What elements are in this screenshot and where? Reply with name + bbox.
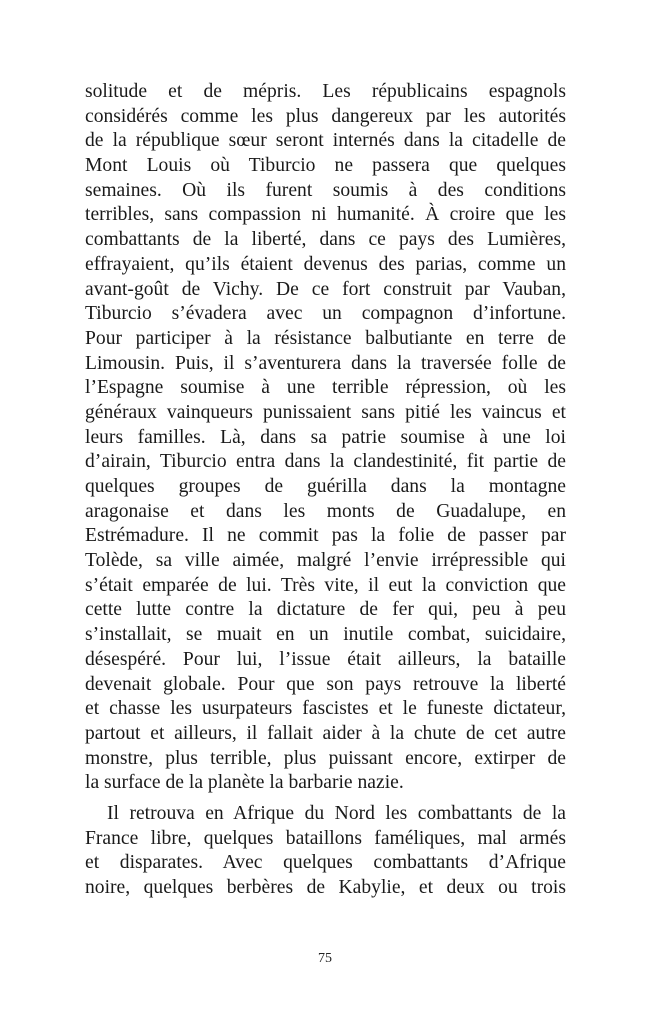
text-line: d’airain, Tiburcio entra dans la clandestinité, fit partie de	[85, 451, 566, 473]
text-line: la surface de la planète la barbarie nazie.	[85, 772, 404, 794]
text-line: avant-goût de Vichy. De ce fort construit par Vauban,	[85, 278, 566, 300]
text-line: partout et ailleurs, il fallait aider à la chute de cet autre	[85, 722, 566, 744]
text-line: Il retrouva en Afrique du Nord les combattants de la	[107, 802, 566, 824]
text-line: quelques groupes de guérilla dans la montagne	[85, 476, 566, 497]
text-line: et chasse les usurpateurs fascistes et le funeste dictateur,	[85, 698, 566, 720]
text-line: France libre, quelques bataillons faméliques, mal armés	[85, 827, 566, 849]
text-line: s’installait, se muait en un inutile combat, suicidaire,	[85, 624, 566, 646]
text-line: Estrémadure. Il ne commit pas la folie de passer par	[85, 525, 566, 547]
book-page-text	[85, 80, 566, 901]
text-line: cette lutte contre la dictature de fer qui, peu à peu	[85, 599, 566, 621]
text-line: solitude et de mépris. Les républicains espagnols	[85, 81, 566, 102]
text-line: de la république sœur seront internés dans la citadelle de	[85, 130, 566, 152]
text-line: semaines. Où ils furent soumis à des conditions	[85, 179, 566, 201]
paragraph-2	[85, 802, 566, 901]
text-line: généraux vainqueurs punissaient sans pitié les vaincus et	[85, 401, 566, 423]
text-line: Tolède, sa ville aimée, malgré l’envie irrépressible qui	[85, 550, 566, 572]
text-line: l’Espagne soumise à une terrible répression, où les	[85, 377, 566, 399]
text-line: Pour participer à la résistance balbutiante en terre de	[85, 327, 566, 349]
text-line: considérés comme les plus dangereux par les autorités	[85, 105, 566, 127]
text-line: aragonaise et dans les monts de Guadalupe, en	[85, 500, 566, 522]
paragraph-1	[85, 80, 566, 796]
text-line: terribles, sans compassion ni humanité. À croire que les	[85, 204, 566, 226]
text-line: s’était emparée de lui. Très vite, il eut la conviction que	[85, 574, 566, 596]
text-line: combattants de la liberté, dans ce pays des Lumières,	[85, 229, 566, 251]
text-line: Tiburcio s’évadera avec un compagnon d’infortune.	[85, 303, 566, 325]
text-line: et disparates. Avec quelques combattants d’Afrique	[85, 852, 566, 874]
text-line: Mont Louis où Tiburcio ne passera que quelques	[85, 155, 566, 177]
text-line: désespéré. Pour lui, l’issue était ailleurs, la bataille	[85, 648, 566, 670]
text-line: Limousin. Puis, il s’aventurera dans la traversée folle de	[85, 352, 566, 374]
page-number: 75	[318, 951, 332, 966]
text-line: devenait globale. Pour que son pays retrouve la liberté	[85, 673, 566, 695]
text-line: effrayaient, qu’ils étaient devenus des parias, comme un	[85, 253, 566, 275]
text-line: monstre, plus terrible, plus puissant encore, extirper de	[85, 747, 566, 769]
text-line: leurs familles. Là, dans sa patrie soumise à une loi	[85, 426, 566, 448]
text-line: noire, quelques berbères de Kabylie, et deux ou trois	[85, 877, 566, 898]
